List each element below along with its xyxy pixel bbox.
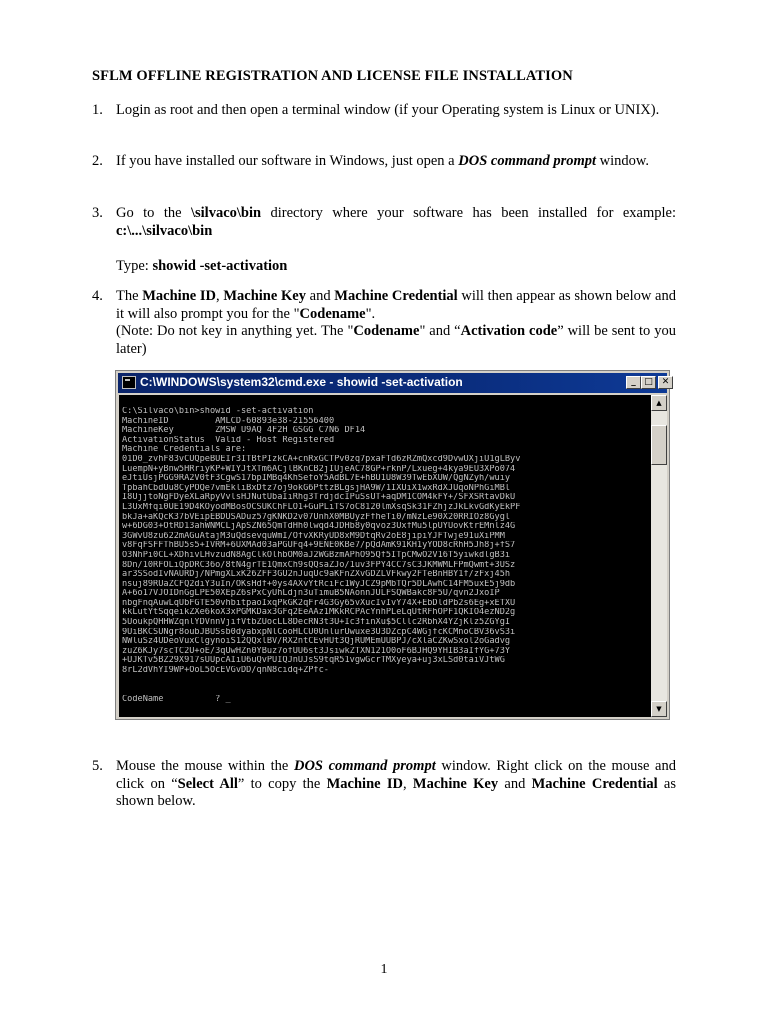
step-4 [92, 288, 676, 358]
text-run: If you have installed our software in Windows, just open a [116, 153, 459, 169]
scrollbar-thumb[interactable] [651, 425, 667, 465]
text-run: and [498, 775, 532, 792]
term-codename: Codename [353, 323, 420, 339]
cmd-window-screenshot [115, 370, 670, 720]
console-line: LuempN+yBnw5HRriyKP+WIYJtXTm6ACjlBKnCB2jIUjeAC78GP+rknP/Lxueg+4kya9EU3XPo074 [122, 464, 516, 474]
console-line: nbgFnqAuwLqUbFGTE50vhbitpaoIxqPkGK2qFr4G3Gy65vXucIvIvY74X+EbDldPb2s6Eg+xETXU [122, 598, 516, 608]
console-line: 5UoukpQHHWZqnlYDVnnVjifVtbZUocLL8DecRN3t3U+Ic3finXu$5Cllc2RbhX4YZjKlz5ZGYgI [122, 618, 511, 628]
command-text: showid -set-activation [152, 258, 288, 274]
console-line: MachineID AMLCD-60893e38-21556400 [122, 416, 335, 426]
console-line: Machine Credentials are: [122, 445, 247, 455]
console-line: 01D0_zvhF83vCUQpeBUEIr3ITBtPIzkCA+cnRxGCTPv0zq7pxaFTd6zRZmQxcd9DvwUXjiU1gLByv [122, 454, 521, 464]
term-machine-credential: Machine Credential [334, 288, 458, 304]
console-line: L3UxMfqi0UE19D4KOyodMBosOCSUKChFLO1+GuPLiTS7oC8120lmXsqSk31FZhjzJkLkvGdKyEkPF [122, 502, 521, 512]
step-1 [92, 102, 676, 142]
close-button[interactable]: ✕ [658, 376, 673, 389]
step-text [116, 758, 676, 811]
term-machine-key: Machine Key [223, 288, 306, 304]
step-text [116, 153, 676, 171]
cmd-window-title: C:\WINDOWS\system32\cmd.exe - showid -set-activation [140, 375, 463, 389]
term-machine-id: Machine ID [326, 775, 403, 792]
console-line: ar3SSodIvNAURDj/NPmgXLxK26ZFF3GU2nJuqUc9aKFnZXvGDZLVFkwy2FTeBnHBY1f/zFxj45h [122, 570, 511, 580]
console-line: A+6o17VJOIDnGgLPE50XEpZ6sPxCyUhLdjn3uTimuB5NAonnJULFSQWBakc8F5U/qvn2JxoIP [122, 589, 500, 599]
text-run: ". [365, 305, 376, 322]
console-line: eJtiUsjPGG9RA2V0tF3CgwS17bpIMBq4KhSefoY5AdBL7E+hBU1U8W39TwEbXUW/QgNZyh/wuiy [122, 474, 511, 484]
console-line: +UJKTv5BZ29X917sUUpcAIiU6uQvPUIQJnUJsS9tqR51vgwGcrTMXyeya+uj3xLSd0taiVJtWG [122, 656, 505, 666]
console-text [122, 407, 648, 704]
console-line: TpbahCbdUu8CyPOQe7vmEkliBxDtz7oj9okG6PttzBLgsjHA9W/1IXUiX1wxRdXJUqoNPhGiMBl [122, 483, 511, 493]
text-run: , [216, 288, 224, 304]
emphasis-dos-command-prompt: DOS command prompt [293, 758, 436, 774]
console-line: C:\Silvaco\bin>showid -set-activation [122, 407, 314, 416]
console-line: zuZ6KJy7scTC2U+oE/3qUwHZn0YBuz7ofUU6st3JsiwkZTXN121O0oF6BJHQ9YHIB3aIfYG+73Y [122, 646, 511, 656]
scroll-down-arrow-icon[interactable]: ▼ [651, 701, 667, 717]
type-command-line [116, 258, 676, 276]
cmd-title-bar [118, 373, 670, 393]
step-3 [92, 205, 676, 275]
text-run: window. [596, 153, 650, 169]
step-number: 2. [92, 153, 103, 169]
step-number: 3. [92, 205, 103, 221]
text-run: Go to the [116, 205, 191, 221]
directory-name: \silvaco\bin [190, 205, 262, 221]
text-run: Mouse the mouse within the [116, 758, 294, 774]
console-line: kkLutYtSqqeikZXe6koX3xPGMKDax3GFq2EeAAz1MKkRCPAcYnhPLeLqUtRFhOPF1QKIO4ezND2g [122, 608, 516, 618]
text-run: ” to copy the [237, 775, 327, 792]
console-line: O3NhPi0CL+XDhivLHvzudN8AgClkOlhbOM0aJ2WGBzmAPhO95Qf5ITpCMwO2V16T5yiwkdlgB3i [122, 550, 511, 560]
console-output[interactable] [119, 395, 651, 717]
console-line: 9UiBKCSUNgr8oubJBUSsb0dyabxpNlCooHLCU0UnlurUwuxe3U3DZcpC4WGjfcKCMnoCBV36vS3i [122, 627, 516, 637]
console-line: v8FqFSFFThBU5s5+IVRM+6UXMAd03aPGUFq4+9ENE0KBe7/pQdAmK91KH1yYOD8cRhH5Jh8j+fS7 [122, 541, 516, 551]
step-text: Login as root and then open a terminal window (if your Operating system is Linux or UNIX). [116, 102, 660, 118]
console-line: 3GWvU8zu622mAGuAtajM3uQdsevquWmI/OfvXKRyUD8xM9DtqRv2oE8jipiYJFTwje91uXiPMM [122, 531, 505, 541]
minimize-button[interactable]: _ [626, 376, 641, 389]
console-app-icon [122, 376, 136, 389]
term-codename: Codename [299, 305, 366, 322]
text-run: directory where your software has been installed for example: [261, 205, 677, 221]
term-activation-code: Activation code [460, 323, 558, 339]
console-line: ActivationStatus Valid - Host Registered [122, 435, 335, 445]
step-number: 1. [92, 102, 103, 118]
console-line: NWluSz4UDeoVuxClgynoiS12QQxlBV/RX2ntCEvHUt3QjRUMEmUUBPJ/cXlaCZKwSxol2oGadvg [122, 637, 511, 647]
text-run: " and “ [419, 323, 461, 339]
type-label: Type: [116, 258, 153, 274]
console-line: 8rL2dVhYI9WP+OoL5OcEVGvDD/qnN8cidq+ZPfc- [122, 666, 329, 676]
step-text [116, 288, 676, 323]
text-run: ” will be sent to you later) [116, 323, 676, 357]
step-number: 5. [92, 758, 103, 774]
step-note [116, 323, 676, 358]
console-line: bkJa+aKQcK37bVEipEBDUSADuz57gKNKD2v07UnhX0MBUyzFfheTi0/mNzLe90X20RRIOz8Gygl [122, 512, 511, 522]
console-line: nsuj89RUaZCFQ2diY3uIn/OKsHdf+0ys4AXvYtRciFc1WyJCZ9pMbTQr5DLAwhC14FM5uxE5j9db [122, 579, 516, 589]
console-line: w+6DG03+OtRD13ahWNMCLjApSZN65QmTdHh0lwqd4JDHb8y0qvoz3UxfMu5lpUYUovKtrEMnlz4G [122, 522, 516, 532]
step-2 [92, 153, 676, 193]
text-run: The [116, 288, 143, 304]
maximize-button[interactable]: □ [641, 376, 656, 389]
step-text [116, 205, 676, 240]
scroll-up-arrow-icon[interactable]: ▲ [651, 395, 667, 411]
term-select-all: Select All [177, 775, 238, 792]
document-title: SFLM OFFLINE REGISTRATION AND LICENSE FILE INSTALLATION [92, 68, 573, 84]
console-line: MachineKey ZMSW U9AQ 4F2H GSGG C7N6 DF14 [122, 426, 366, 436]
console-line: 8Dn/10RFOLiQpDRC36o/8tN4grTE1QmxCh9sQQsaZJo/1uv3FPY4CC7sC3JKMWMLFPmQwmt+3USz [122, 560, 516, 570]
emphasis-dos-command-prompt: DOS command prompt [458, 153, 597, 169]
text-run: and [305, 288, 335, 304]
term-machine-credential: Machine Credential [531, 775, 658, 792]
term-machine-key: Machine Key [412, 775, 499, 792]
console-line: I8UjjtoNgFDyeXLaRpyVvlsHJNutUbaIiRhg3TrdjdcIPuSsUT+aqDM1COM4kFY+/SFXSRtavDkU [122, 493, 516, 503]
console-line [122, 676, 648, 695]
page-number: 1 [380, 962, 388, 977]
vertical-scrollbar[interactable] [651, 395, 667, 717]
console-line: CodeName ? _ [122, 694, 231, 704]
text-run: will then appear as shown below and it will also prompt you for the " [116, 288, 676, 322]
text-run: as shown below. [116, 775, 676, 809]
step-5 [92, 758, 676, 814]
step-number: 4. [92, 288, 103, 304]
text-run: (Note: Do not key in anything yet. The " [116, 323, 354, 339]
example-path: c:\...\silvaco\bin [116, 222, 213, 239]
term-machine-id: Machine ID [142, 288, 217, 304]
text-run: window. Right click on the mouse and click on “ [116, 758, 676, 792]
text-run: , [402, 775, 413, 792]
